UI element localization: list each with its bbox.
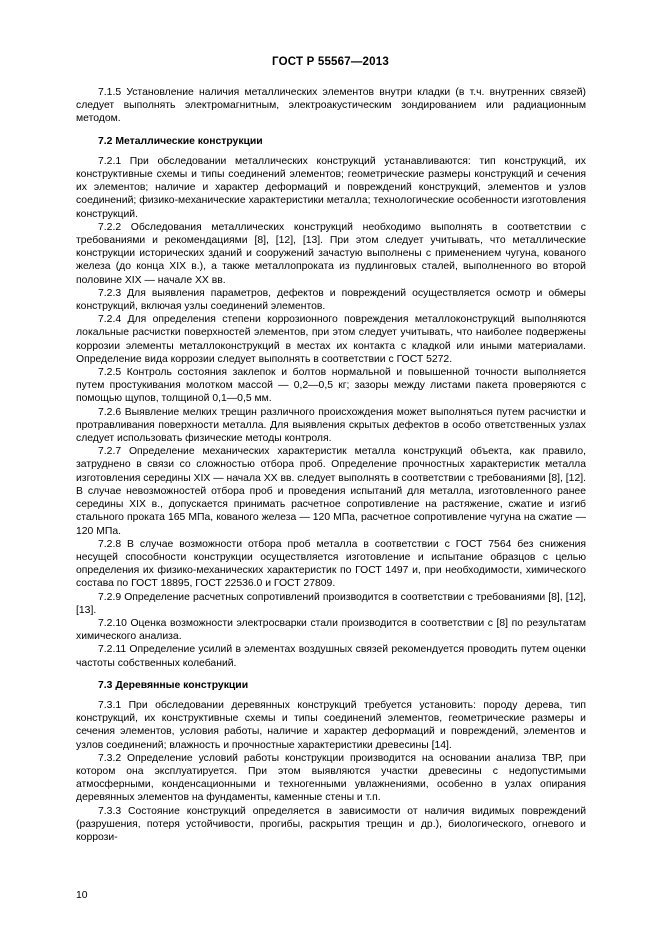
body-paragraph: 7.2.11 Определение усилий в элементах воздушных связей рекомендуется проводить путем оценки частоты собственных колебаний. (76, 644, 586, 669)
body-paragraph: 7.2.5 Контроль состояния заклепок и болтов нормальной и повышенной точности выполняется путем простукивания молотком массой — 0,2—0,5 кг; зазоры между листами пакета проверяются с помощью щупов, толщиной 0,1—0,5 мм. (76, 367, 586, 405)
page-header: ГОСТ Р 55567—2013 (272, 56, 389, 68)
body-paragraph: 7.2.6 Выявление мелких трещин различного происхождения может выполняться путем расчистки и протравливания поверхности металла. Для выявления скрытых дефектов в особо ответственных узлах следует использовать физические методы контроля. (76, 406, 586, 445)
body-paragraph: 7.3.3 Состояние конструкций определяется в зависимости от наличия видимых повреждений (разрушения, потеря устойчивости, прогибы, раскрытия трещин и др.), биологического, огневого и коррози- (76, 805, 586, 843)
body-paragraph: 7.2.9 Определение расчетных сопротивлений производится в соответствии с требованиями [8], [12], [13]. (76, 591, 586, 616)
body-paragraph: 7.3.1 При обследовании деревянных конструкций требуется установить: породу дерева, тип конструкций, их конструктивные схемы и типы соединений элементов, геометрические размеры и сечения элементов, условия работы, наличие и характер деформаций и повреждений, элементов и узлов соединений; влажность и прочностные характеристики древесины [14]. (76, 699, 586, 751)
body-paragraph: 7.2.10 Оценка возможности электросварки стали производится в соответствии с [8] по результатам химического анализа. (76, 617, 586, 643)
body-paragraph: 7.2.2 Обследования металлических конструкций необходимо выполнять в соответствии с требованиями и рекомендациями [8], [12], [13]. При этом следует учитывать, что металлические конструкции исторических зданий и сооружений зачастую выполнены с применением чугуна, кованого железа (до конца XIX в.), а также металлопроката из пудлинговых сталей, выполненного во второй половине XIX — начале XX вв. (76, 221, 586, 286)
body-paragraph: 7.2.1 При обследовании металлических конструкций устанавливаются: тип конструкций, их конструктивные схемы и типы соединений элементов; геометрические размеры конструкций и сечения их элементов; наличие и характер деформаций и повреждений конструкций, элементов и узлов соединений; физико-механические характеристики металла; технологические особенности изготовления конструкций. (76, 155, 586, 220)
body-paragraph: 7.3.2 Определение условий работы конструкции производится на основании анализа ТВР, при котором она эксплуатируется. При этом выявляются участки древесины с недопустимыми атмосферными, конденсационными и техногенными увлажнениями, особенно в узлах опирания деревянных элементов на фундаменты, каменные стены и т.п. (76, 752, 586, 804)
body-paragraph: 7.2.8 В случае возможности отбора проб металла в соответствии с ГОСТ 7564 без снижения несущей способности конструкции осуществляется изготовление и испытание образцов с целью определения их физико-механических характеристик по ГОСТ 1497 и, при необходимости, химического состава по ГОСТ 18895, ГОСТ 22536.0 и ГОСТ 27809. (76, 538, 586, 590)
body-paragraph: 7.2.4 Для определения степени коррозионного повреждения металлоконструкций выполняются локальные расчистки поверхностей элементов, при этом следует учитывать, что наиболее подвержены коррозии элементы металлоконструкций в местах их контакта с кладкой или иными материалами. Определение вида коррозии следует выполнять в соответствии с ГОСТ 5272. (76, 314, 586, 365)
section-heading: 7.2 Металлические конструкции (98, 135, 263, 147)
page-number: 10 (76, 890, 88, 901)
body-paragraph: 7.2.7 Определение механических характеристик металла конструкций объекта, как правило, затруднено в связи со сложностью отбора проб. Определение прочностных характеристик металла изготовления середины XIX — начала XX вв. следует выполнять в соответствии с требованиями [8], [12]. В случае невозможностей отбора проб и проведения испытаний для металла, изготовленного ранее середины XIX в., допускается принимать расчетное сопротивление на растяжение, сжатие и изгиб стального проката 165 МПа, кованого железа — 120 МПа, расчетное сопротивление чугуна на сжатие — 120 МПа. (76, 446, 586, 537)
body-paragraph: 7.1.5 Установление наличия металлических элементов внутри кладки (в т.ч. внутренних связей) следует выполнять электромагнитным, электроакустическим зондированием или радиационным методом. (76, 87, 586, 125)
body-paragraph: 7.2.3 Для выявления параметров, дефектов и повреждений осуществляется осмотр и обмеры конструкций, включая узлы соединений элементов. (76, 287, 586, 313)
section-heading: 7.3 Деревянные конструкции (98, 679, 249, 691)
document-body (76, 86, 586, 844)
